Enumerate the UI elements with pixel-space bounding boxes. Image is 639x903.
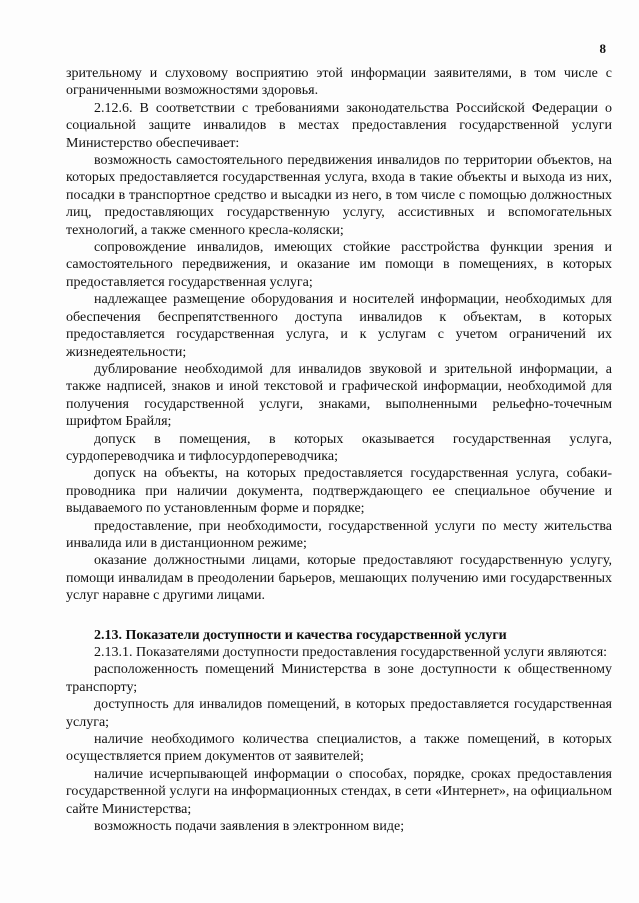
paragraph: допуск на объекты, на которых предоставляется государственная услуга, собаки-проводника при наличии документа, подтверждающего ее специальное обучение и выдаваемого по установленным форме и порядке; bbox=[66, 466, 612, 517]
section-heading: 2.13. Показатели доступности и качества государственной услуги bbox=[94, 627, 507, 643]
paragraph: возможность подачи заявления в электронном виде; bbox=[94, 819, 405, 835]
paragraph: наличие исчерпывающей информации о способах, порядке, сроках предоставления государственной услуги на информационных стендах, в сети «Интернет», на официальном сайте Министерства; bbox=[66, 766, 612, 817]
paragraph: дублирование необходимой для инвалидов звуковой и зрительной информации, а также надписей, знаков и иной текстовой и графической информации, необходимой для получения государственной услуги, знаками, выполненными рельефно-точечным шрифтом Брайля; bbox=[66, 361, 612, 430]
page-number: 8 bbox=[599, 41, 606, 56]
paragraph: предоставление, при необходимости, государственной услуги по месту жительства инвалида или в дистанционном режиме; bbox=[66, 518, 612, 551]
paragraph: 2.13.1. Показателями доступности предоставления государственной услуги являются: bbox=[94, 645, 608, 660]
paragraph: 2.12.6. В соответствии с требованиями законодательства Российской Федерации о социальной защите инвалидов в местах предоставления государственной услуги Министерство обеспечивает: bbox=[66, 100, 612, 151]
paragraph: наличие необходимого количества специалистов, а также помещений, в которых осуществляется прием документов от заявителей; bbox=[66, 732, 612, 765]
document-body bbox=[66, 65, 612, 835]
paragraph: допуск в помещения, в которых оказывается государственная услуга, сурдопереводчика и тифлосурдопереводчика; bbox=[66, 431, 612, 464]
paragraph: сопровождение инвалидов, имеющих стойкие расстройства функции зрения и самостоятельного передвижения, и оказание им помощи в помещениях, в которых предоставляется государственная услуга; bbox=[66, 240, 612, 290]
paragraph: доступность для инвалидов помещений, в которых предоставляется государственная услуга; bbox=[66, 697, 612, 730]
paragraph: возможность самостоятельного передвижения инвалидов по территории объектов, на которых предоставляется государственная услуга, входа в такие объекты и выхода из них, посадки в транспортное средство и высадки из него, в том числе с помощью должностных лиц, предоставляющих государственную услугу, ассистивных и вспомогательных технологий, а также сменного кресла-коляски; bbox=[66, 153, 612, 238]
paragraph: расположенность помещений Министерства в зоне доступности к общественному транспорту; bbox=[66, 662, 612, 695]
paragraph: оказание должностными лицами, которые предоставляют государственную услугу, помощи инвалидам в преодолении барьеров, мешающих получению ими государственных услуг наравне с другими лицами. bbox=[66, 553, 612, 604]
paragraph: зрительному и слуховому восприятию этой информации заявителями, в том числе с ограниченными возможностями здоровья. bbox=[66, 66, 612, 99]
paragraph: надлежащее размещение оборудования и носителей информации, необходимых для обеспечения беспрепятственного доступа инвалидов к объектам, в которых предоставляется государственная услуга, и к услугам с учетом ограничений их жизнедеятельности; bbox=[66, 292, 612, 360]
